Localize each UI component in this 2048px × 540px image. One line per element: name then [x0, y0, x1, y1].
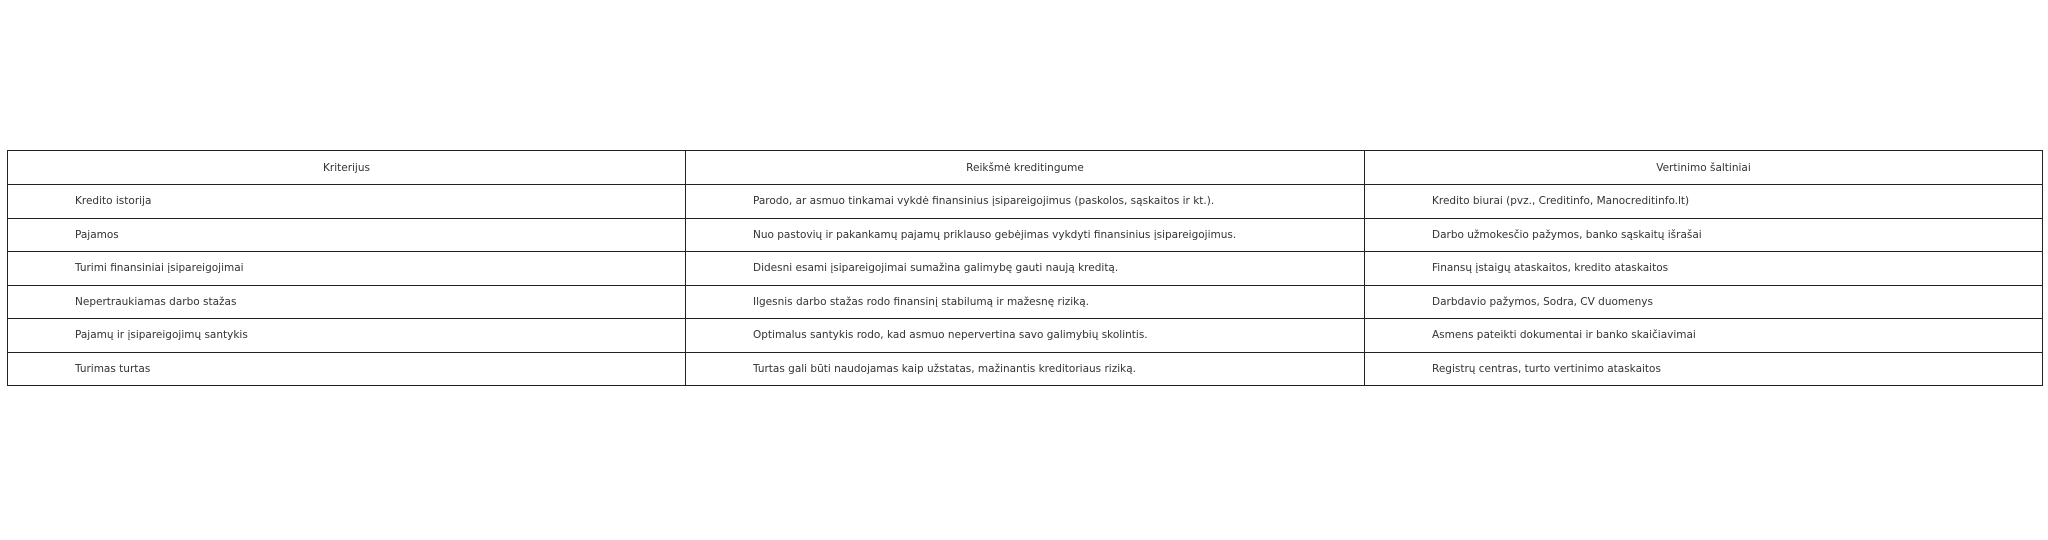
cell-sources: Finansų įstaigų ataskaitos, kredito ataskaitos — [1365, 252, 2043, 286]
cell-sources: Darbdavio pažymos, Sodra, CV duomenys — [1365, 285, 2043, 319]
criteria-table-container — [7, 150, 2042, 386]
table-header — [8, 151, 2043, 185]
table-body — [8, 185, 2043, 386]
cell-significance: Nuo pastovių ir pakankamų pajamų priklauso gebėjimas vykdyti finansinius įsipareigojimus. — [686, 218, 1365, 252]
cell-sources: Kredito biurai (pvz., Creditinfo, Manocreditinfo.lt) — [1365, 185, 2043, 219]
cell-criterion: Kredito istorija — [8, 185, 686, 219]
table-row — [8, 285, 2043, 319]
criteria-table — [7, 150, 2043, 386]
cell-significance: Turtas gali būti naudojamas kaip užstatas, mažinantis kreditoriaus riziką. — [686, 352, 1365, 386]
cell-significance: Ilgesnis darbo stažas rodo finansinį stabilumą ir mažesnę riziką. — [686, 285, 1365, 319]
header-sources: Vertinimo šaltiniai — [1365, 151, 2043, 185]
table-row — [8, 319, 2043, 353]
cell-significance: Didesni esami įsipareigojimai sumažina galimybę gauti naują kreditą. — [686, 252, 1365, 286]
table-row — [8, 218, 2043, 252]
cell-sources: Darbo užmokesčio pažymos, banko sąskaitų išrašai — [1365, 218, 2043, 252]
cell-significance: Optimalus santykis rodo, kad asmuo nepervertina savo galimybių skolintis. — [686, 319, 1365, 353]
cell-criterion: Turimi finansiniai įsipareigojimai — [8, 252, 686, 286]
cell-significance: Parodo, ar asmuo tinkamai vykdė finansinius įsipareigojimus (paskolos, sąskaitos ir kt.). — [686, 185, 1365, 219]
cell-criterion: Pajamos — [8, 218, 686, 252]
header-row — [8, 151, 2043, 185]
table-row — [8, 252, 2043, 286]
table-row — [8, 352, 2043, 386]
cell-sources: Asmens pateikti dokumentai ir banko skaičiavimai — [1365, 319, 2043, 353]
table-row — [8, 185, 2043, 219]
cell-criterion: Turimas turtas — [8, 352, 686, 386]
header-significance: Reikšmė kreditingume — [686, 151, 1365, 185]
cell-sources: Registrų centras, turto vertinimo ataskaitos — [1365, 352, 2043, 386]
header-criterion: Kriterijus — [8, 151, 686, 185]
cell-criterion: Pajamų ir įsipareigojimų santykis — [8, 319, 686, 353]
cell-criterion: Nepertraukiamas darbo stažas — [8, 285, 686, 319]
